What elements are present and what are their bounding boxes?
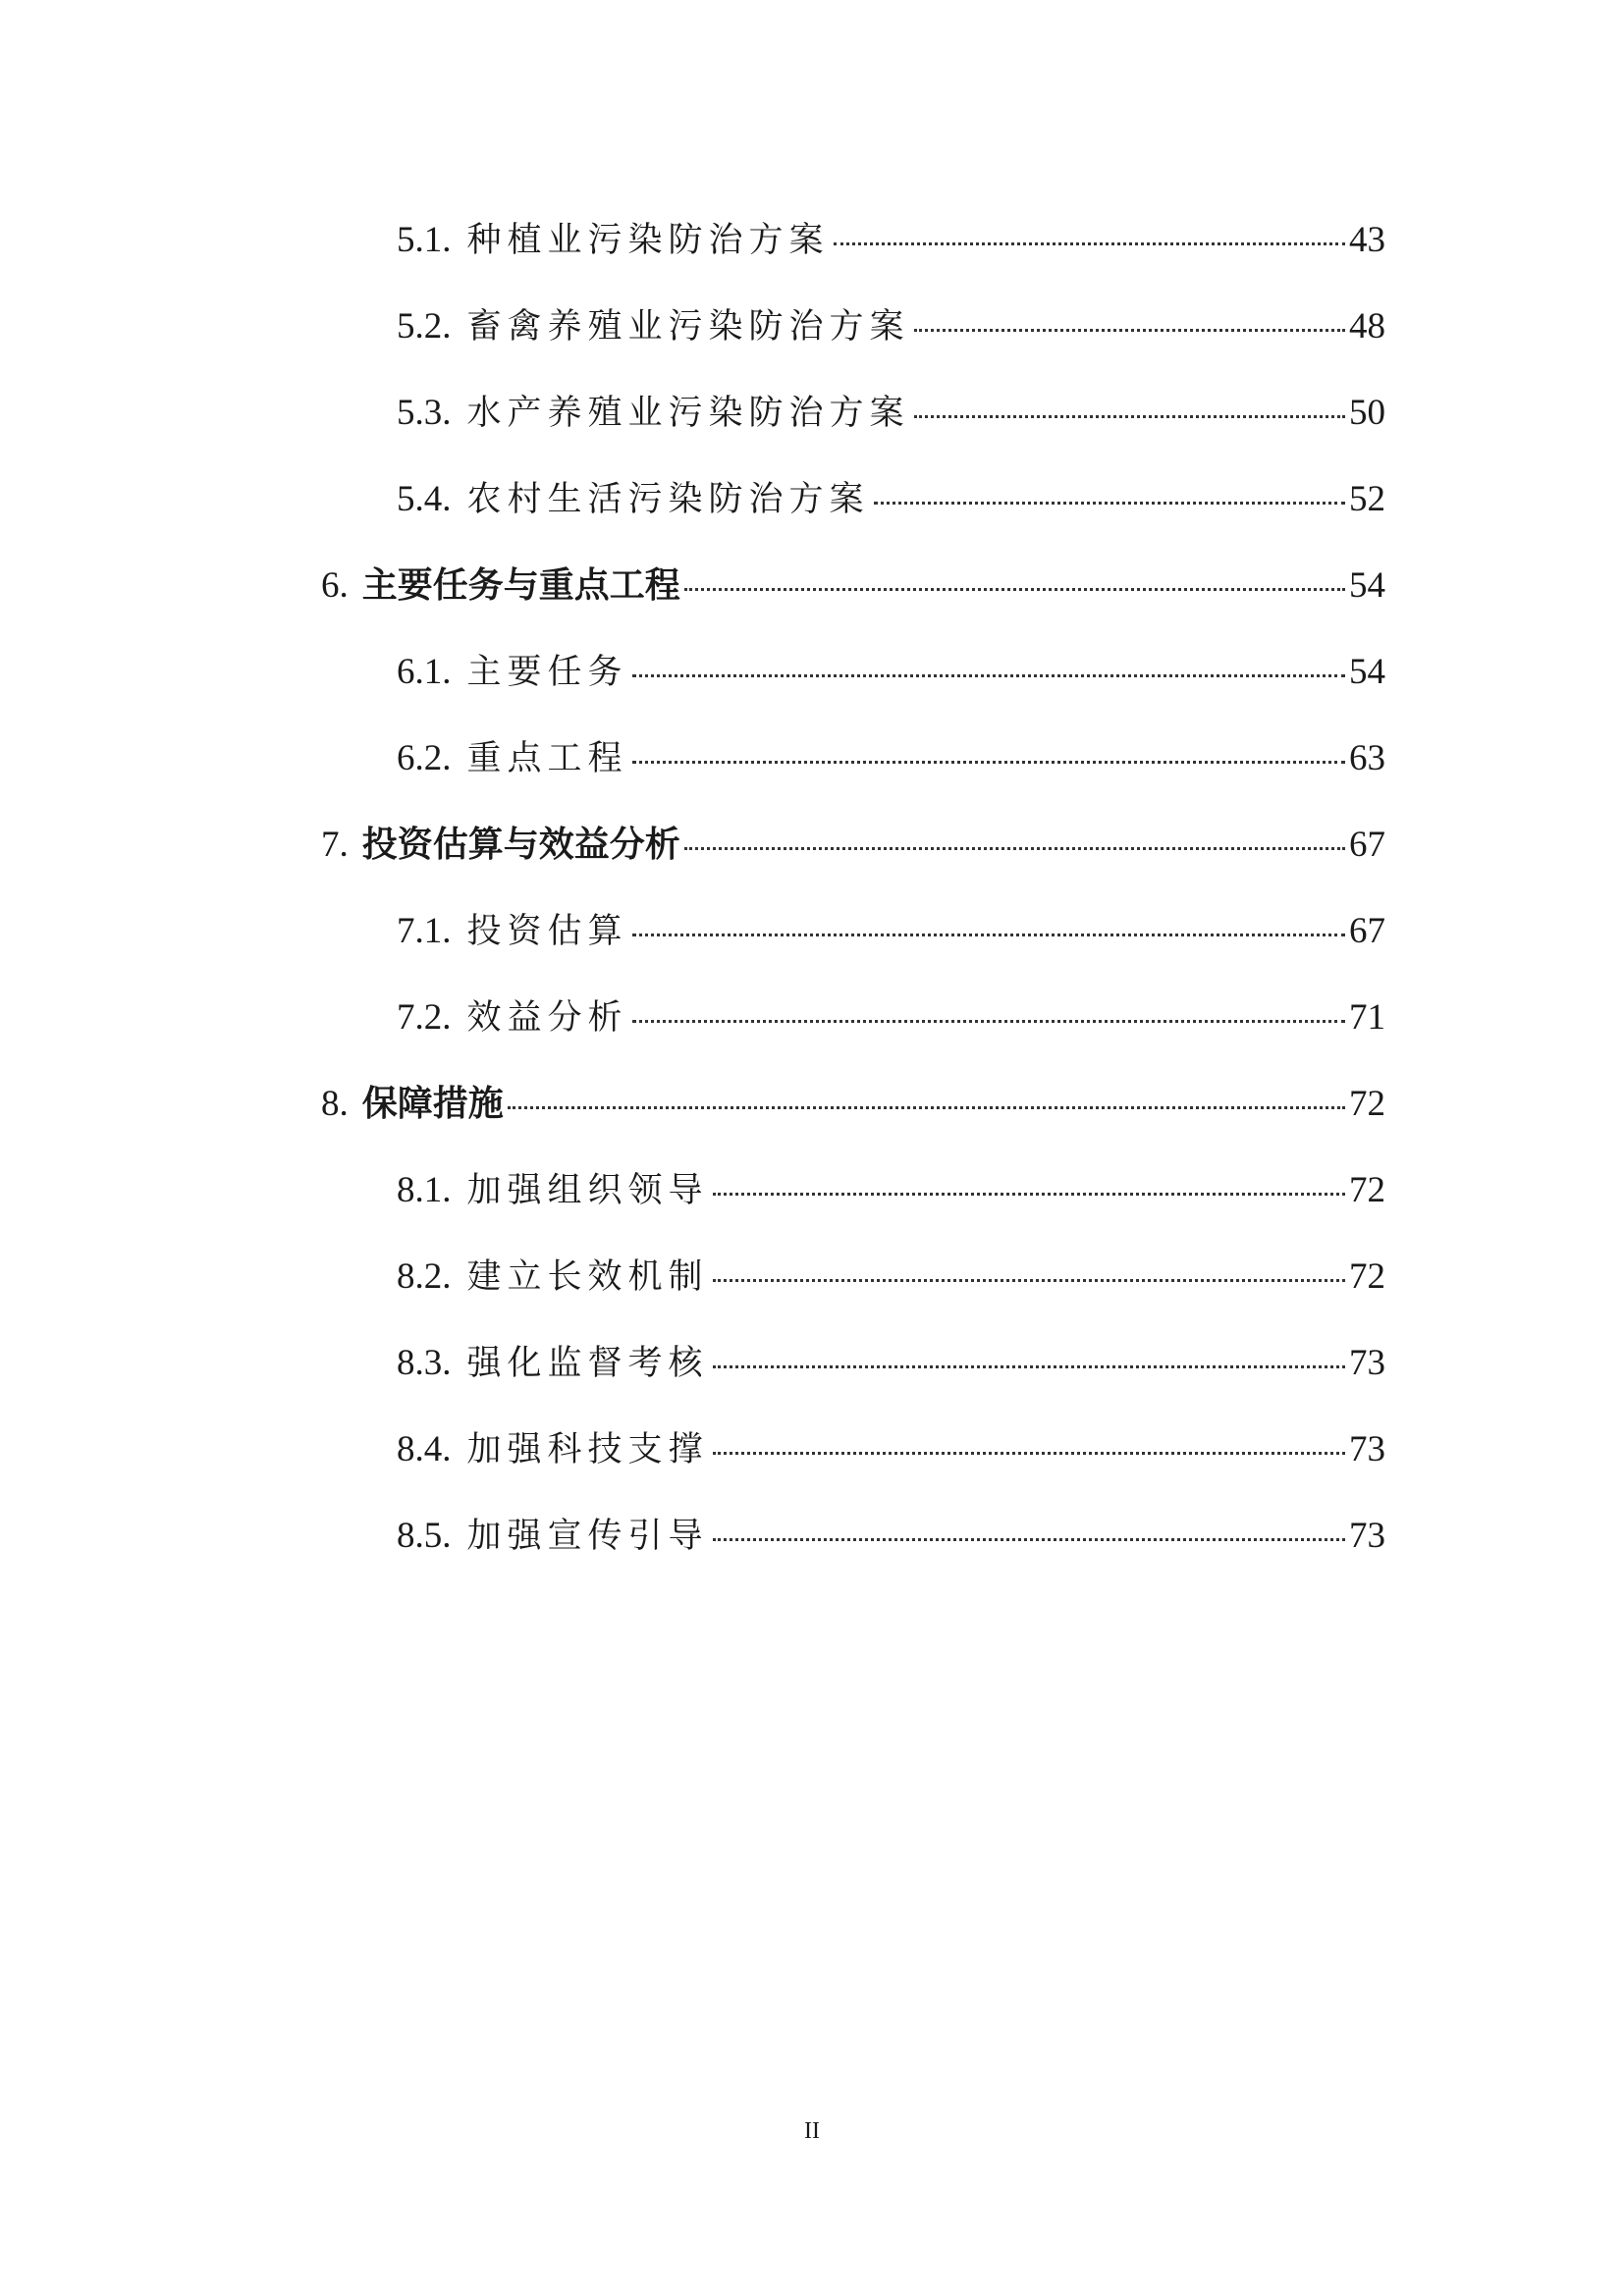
toc-entry-number: 8.1. (397, 1170, 452, 1210)
toc-entry[interactable] (397, 645, 1385, 700)
toc-entry-page: 52 (1349, 479, 1385, 519)
toc-dot-leader (684, 588, 1345, 591)
toc-entry-title: 重点工程 (466, 739, 628, 778)
toc-entry-number: 6. (321, 565, 349, 606)
toc-entry-number: 8.3. (397, 1343, 452, 1383)
toc-dot-leader (874, 502, 1345, 505)
toc-entry[interactable] (397, 904, 1385, 959)
toc-entry-page: 71 (1349, 997, 1385, 1038)
toc-entry-title: 主要任务 (466, 653, 628, 692)
toc-dot-leader (834, 242, 1345, 245)
toc-entry[interactable] (397, 1336, 1385, 1391)
toc-entry-number: 6.1. (397, 652, 452, 692)
toc-entry-page: 72 (1349, 1084, 1385, 1124)
toc-entry[interactable] (397, 213, 1385, 268)
toc-entry[interactable] (397, 299, 1385, 354)
toc-dot-leader (713, 1279, 1345, 1282)
toc-entry-title: 投资估算 (466, 912, 628, 951)
toc-entry-number: 5.2. (397, 306, 452, 347)
toc-dot-leader (508, 1106, 1345, 1109)
toc-entry-number: 8.5. (397, 1516, 452, 1556)
toc-dot-leader (632, 1020, 1345, 1023)
toc-entry-page: 73 (1349, 1343, 1385, 1383)
toc-dot-leader (713, 1365, 1345, 1368)
toc-entry-page: 48 (1349, 306, 1385, 347)
toc-entry-title: 加强组织领导 (466, 1171, 709, 1210)
toc-dot-leader (914, 329, 1345, 332)
toc-entry-title: 效益分析 (466, 998, 628, 1038)
toc-entry-title: 保障措施 (361, 1084, 504, 1124)
toc-dot-leader (713, 1193, 1345, 1196)
toc-entry[interactable] (321, 559, 1385, 614)
toc-entry-number: 6.2. (397, 738, 452, 778)
toc-dot-leader (914, 415, 1345, 418)
toc-entry[interactable] (321, 1077, 1385, 1132)
toc-entry[interactable] (397, 1509, 1385, 1564)
toc-entry-title: 建立长效机制 (466, 1257, 709, 1297)
toc-dot-leader (632, 674, 1345, 677)
toc-entry-page: 72 (1349, 1170, 1385, 1210)
toc-entry-title: 投资估算与效益分析 (361, 825, 680, 865)
toc-entry[interactable] (397, 1163, 1385, 1218)
toc-entry[interactable] (397, 1422, 1385, 1477)
toc-entry-title: 水产养殖业污染防治方案 (466, 394, 910, 433)
toc-entry-title: 强化监督考核 (466, 1344, 709, 1383)
toc-entry[interactable] (397, 472, 1385, 527)
toc-entry-page: 67 (1349, 825, 1385, 865)
toc-entry-title: 畜禽养殖业污染防治方案 (466, 307, 910, 347)
toc-dot-leader (713, 1452, 1345, 1455)
toc-dot-leader (632, 761, 1345, 764)
toc-entry[interactable] (397, 1250, 1385, 1305)
toc-entry-page: 63 (1349, 738, 1385, 778)
page-number: II (804, 2118, 820, 2144)
toc-entry[interactable] (397, 990, 1385, 1045)
toc-entry-number: 8.4. (397, 1429, 452, 1469)
toc-entry-page: 50 (1349, 393, 1385, 433)
toc-entry-page: 72 (1349, 1256, 1385, 1297)
toc-entry-number: 7. (321, 825, 349, 865)
toc-entry-title: 主要任务与重点工程 (361, 565, 680, 606)
toc-entry-number: 5.4. (397, 479, 452, 519)
toc-entry-number: 7.1. (397, 911, 452, 951)
toc-entry[interactable] (397, 731, 1385, 786)
toc-entry[interactable] (397, 386, 1385, 441)
toc-entry-page: 54 (1349, 652, 1385, 692)
toc-entry-number: 5.1. (397, 220, 452, 260)
toc-entry-number: 8. (321, 1084, 349, 1124)
toc-entry-number: 5.3. (397, 393, 452, 433)
toc-entry-page: 73 (1349, 1429, 1385, 1469)
toc-dot-leader (713, 1538, 1345, 1541)
toc-entry-title: 农村生活污染防治方案 (466, 480, 870, 519)
toc-entry-title: 种植业污染防治方案 (466, 221, 830, 260)
toc-entry[interactable] (321, 818, 1385, 873)
toc-dot-leader (632, 934, 1345, 936)
toc-entry-page: 43 (1349, 220, 1385, 260)
toc-entry-number: 7.2. (397, 997, 452, 1038)
toc-entry-title: 加强科技支撑 (466, 1430, 709, 1469)
toc-entry-number: 8.2. (397, 1256, 452, 1297)
toc-entry-title: 加强宣传引导 (466, 1517, 709, 1556)
toc-dot-leader (684, 847, 1345, 850)
toc-entry-page: 67 (1349, 911, 1385, 951)
toc-entry-page: 54 (1349, 565, 1385, 606)
toc-entry-page: 73 (1349, 1516, 1385, 1556)
